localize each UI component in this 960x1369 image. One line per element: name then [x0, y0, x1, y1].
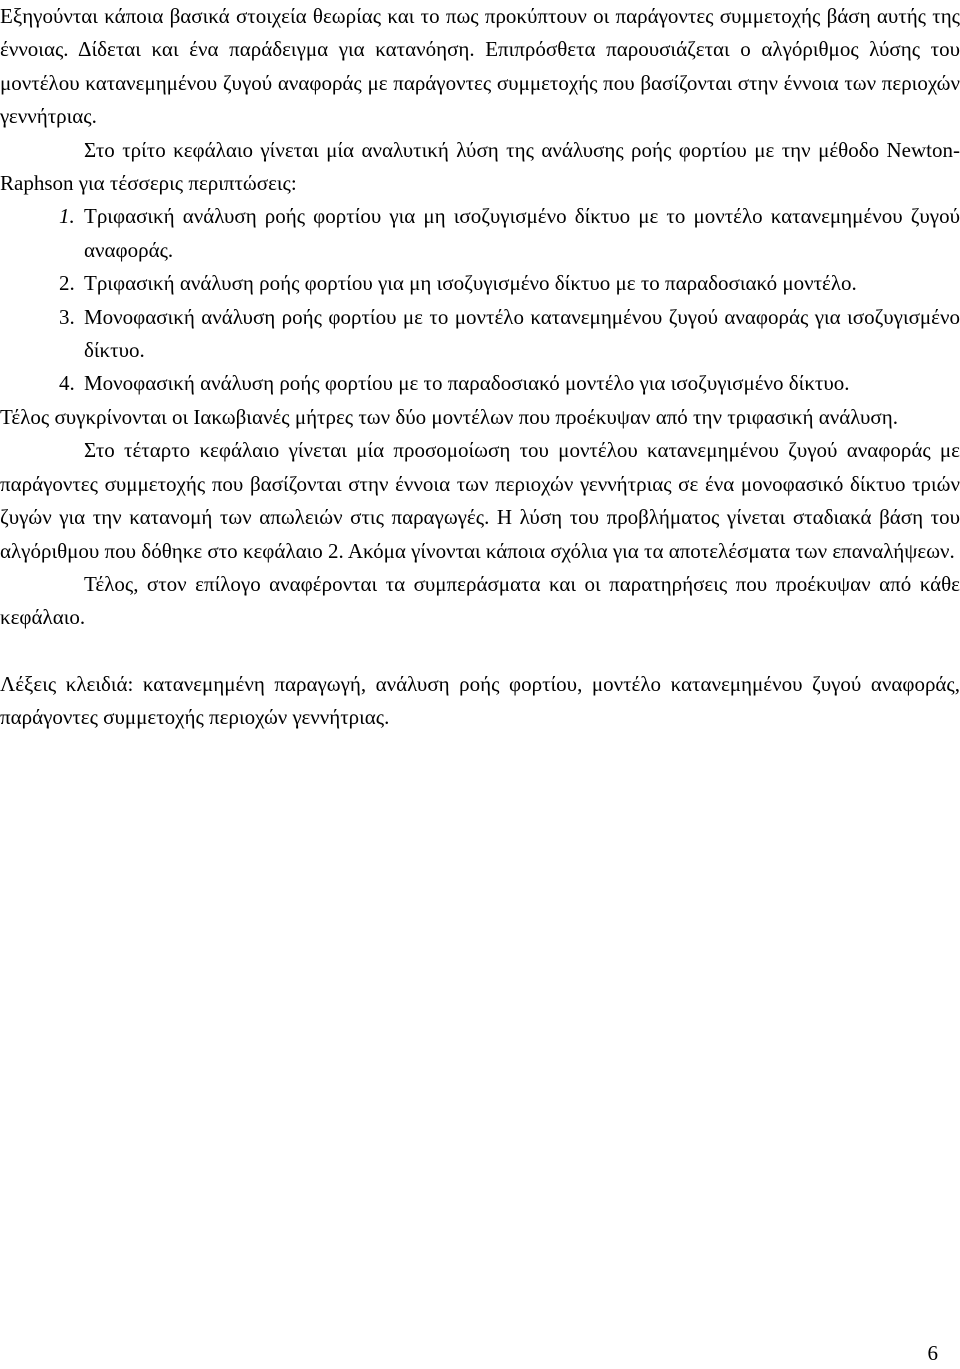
keywords-paragraph: Λέξεις κλειδιά: κατανεμημένη παραγωγή, ανάλυση ροής φορτίου, μοντέλο κατανεμημένου ζυγού αναφοράς, παράγοντες συμμετοχής περιοχών γεννήτριας. — [0, 671, 960, 730]
list-item — [0, 267, 960, 300]
list-item-number: 4. — [59, 371, 75, 396]
intro-paragraph: Εξηγούνται κάποια βασικά στοιχεία θεωρίας και το πως προκύπτουν οι παράγοντες συμμετοχής βάση αυτής της έννοιας. Δίδεται και ένα παράδειγμα για κατανόηση. Επιπρόσθετα παρουσιάζεται ο αλγόριθμος λύσης του μοντέλου κατανεμημένου ζυγού αναφοράς με παράγοντες συμμετοχής που βασίζονται στην έννοια των περιοχών γεννήτριας. — [0, 4, 960, 129]
list-item — [0, 200, 960, 267]
epilogue-paragraph: Τέλος, στον επίλογο αναφέρονται τα συμπεράσματα και οι παρατηρήσεις που προέκυψαν από κάθε κεφάλαιο. — [0, 571, 960, 630]
list-item-number: 3. — [59, 304, 75, 329]
list-item — [0, 367, 960, 400]
list-item-number: 1. — [59, 204, 75, 229]
list-item-number: 2. — [59, 271, 75, 296]
list-item — [0, 301, 960, 368]
chapter4-paragraph: Στο τέταρτο κεφάλαιο γίνεται μία προσομοίωση του μοντέλου κατανεμημένου ζυγού αναφοράς με παράγοντες συμμετοχής που βασίζονται στην έννοια των περιοχών γεννήτριας σε ένα μονοφασικό δίκτυο τριών ζυγών για την κατανομή των απωλειών στις παραγωγές. Η λύση του προβλήματος γίνεται σταδιακά βάση του αλγόριθμου που δόθηκε στο κεφάλαιο 2. Ακόμα γίνονται κάποια σχόλια για τα αποτελέσματα των επαναλήψεων. — [0, 438, 960, 563]
list-item-text: Μονοφασική ανάλυση ροής φορτίου με το μοντέλο κατανεμημένου ζυγού αναφοράς για ισοζυγισμένο δίκτυο. — [84, 304, 960, 363]
cases-list — [0, 200, 960, 400]
page-number: 6 — [927, 1341, 938, 1365]
list-item-text: Τριφασική ανάλυση ροής φορτίου για μη ισοζυγισμένο δίκτυο με το παραδοσιακό μοντέλο. — [84, 271, 857, 296]
list-item-text: Μονοφασική ανάλυση ροής φορτίου με το παραδοσιακό μοντέλο για ισοζυγισμένο δίκτυο. — [84, 371, 850, 396]
chapter3-paragraph: Στο τρίτο κεφάλαιο γίνεται μία αναλυτική λύση της ανάλυσης ροής φορτίου με την μέθοδο Newton-Raphson για τέσσερις περιπτώσεις: — [0, 137, 960, 196]
blank-line — [0, 635, 960, 668]
list-item-text: Τριφασική ανάλυση ροής φορτίου για μη ισοζυγισμένο δίκτυο με το μοντέλο κατανεμημένου ζυγού αναφοράς. — [84, 204, 960, 262]
jacobian-comparison-paragraph: Τέλος συγκρίνονται οι Ιακωβιανές μήτρες των δύο μοντέλων που προέκυψαν από την τριφασική ανάλυση. — [0, 404, 898, 429]
